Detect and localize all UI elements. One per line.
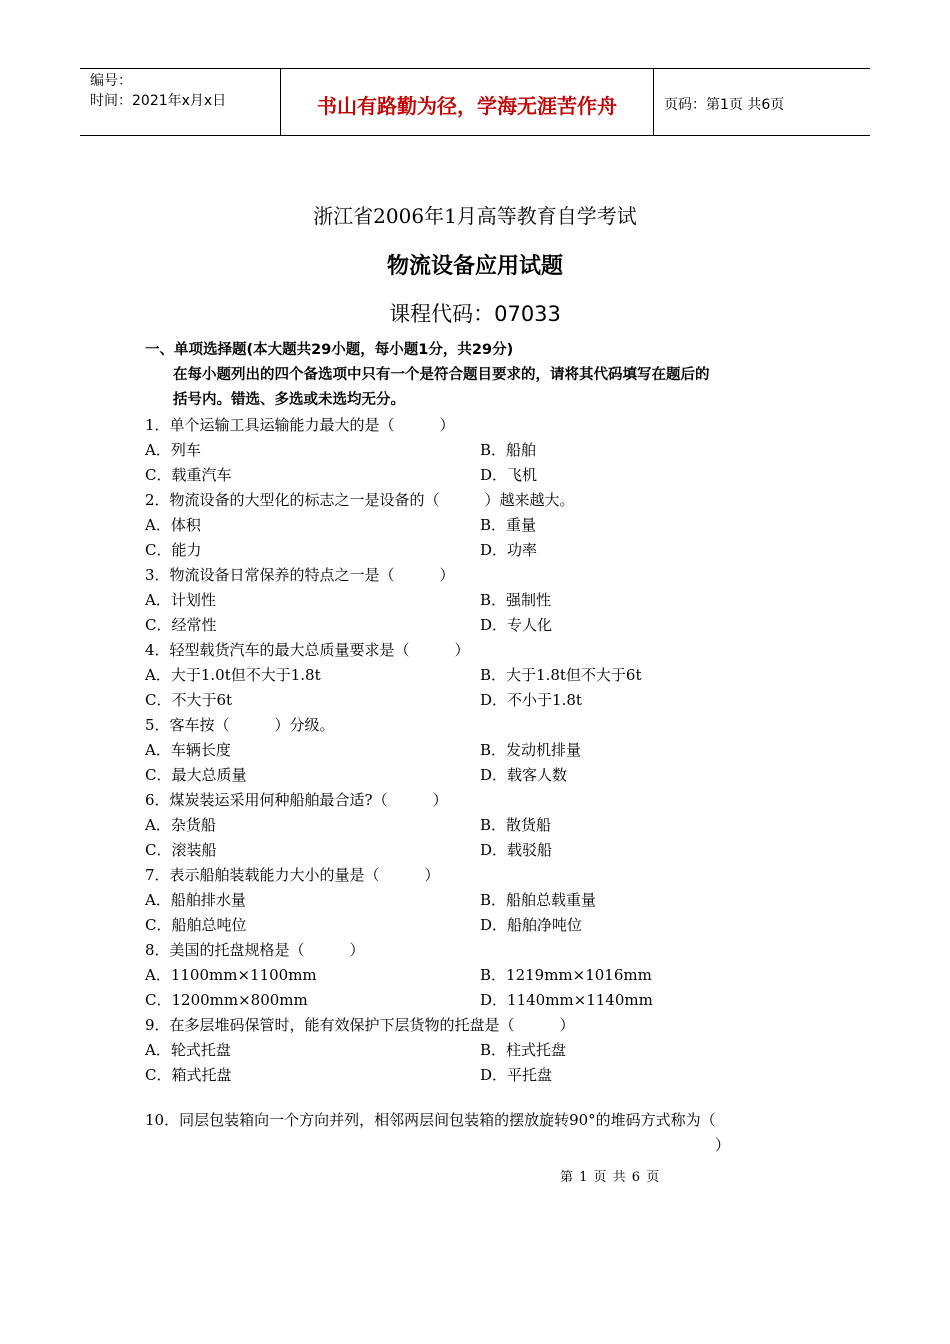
option-c: C．最大总质量 <box>145 766 247 784</box>
option-d: D．载驳船 <box>480 841 553 859</box>
question-stem: 3．物流设备日常保养的特点之一是（ ） <box>145 566 455 584</box>
option-a: A．车辆长度 <box>145 741 231 759</box>
question-2 <box>145 488 825 563</box>
question-stem: 10．同层包装箱向一个方向并列，相邻两层间包装箱的摆放旋转90°的堆码方式称为（ <box>145 1111 716 1129</box>
section-instruction-line-1: 在每小题列出的四个备选项中只有一个是符合题目要求的，请将其代码填写在题后的 <box>173 367 710 383</box>
question-6 <box>145 788 825 863</box>
option-b: B．柱式托盘 <box>480 1041 567 1059</box>
question-stem: 4．轻型载货汽车的最大总质量要求是（ ） <box>145 641 470 659</box>
option-b: B．强制性 <box>480 591 552 609</box>
option-b: B．1219mm×1016mm <box>480 966 652 984</box>
option-c: C．滚装船 <box>145 841 217 859</box>
time-label: 时间：2021年x月x日 <box>90 93 227 109</box>
option-a: A．轮式托盘 <box>145 1041 231 1059</box>
question-3 <box>145 563 825 638</box>
header-page-info: 页码：第1页 共6页 <box>664 97 785 113</box>
option-a: A．列车 <box>145 441 201 459</box>
option-a: A．1100mm×1100mm <box>145 966 317 984</box>
option-d: D．平托盘 <box>480 1066 553 1084</box>
question-close-paren: ） <box>715 1136 731 1154</box>
section-instruction-line-2: 括号内。错选、多选或未选均无分。 <box>173 392 405 408</box>
exam-title: 浙江省2006年1月高等教育自学考试 <box>313 204 637 228</box>
question-8 <box>145 938 825 1013</box>
question-stem: 8．美国的托盘规格是（ ） <box>145 941 365 959</box>
course-code: 课程代码：07033 <box>389 302 561 326</box>
header-meta <box>80 69 281 135</box>
question-9 <box>145 1013 825 1088</box>
option-b: B．船舶 <box>480 441 537 459</box>
question-stem: 7．表示船舶装载能力大小的量是（ ） <box>145 866 440 884</box>
option-d: D．专人化 <box>480 616 553 634</box>
option-a: A．体积 <box>145 516 201 534</box>
option-c: C．载重汽车 <box>145 466 232 484</box>
option-d: D．船舶净吨位 <box>480 916 583 934</box>
option-d: D．飞机 <box>480 466 538 484</box>
question-10 <box>145 1108 825 1158</box>
option-d: D．功率 <box>480 541 538 559</box>
question-stem: 1．单个运输工具运输能力最大的是（ ） <box>145 416 455 434</box>
code-label: 编号： <box>90 73 132 89</box>
option-d: D．1140mm×1140mm <box>480 991 653 1009</box>
option-b: B．大于1.8t但不大于6t <box>480 666 642 684</box>
header-motto: 书山有路勤为径，学海无涯苦作舟 <box>281 69 654 135</box>
question-stem: 5．客车按（ ）分级。 <box>145 716 335 734</box>
question-7 <box>145 863 825 938</box>
option-a: A．计划性 <box>145 591 216 609</box>
section-single-choice <box>145 338 825 1088</box>
option-c: C．能力 <box>145 541 202 559</box>
question-1 <box>145 413 825 488</box>
question-stem: 6．煤炭装运采用何种船舶最合适?（ ） <box>145 791 448 809</box>
option-d: D．载客人数 <box>480 766 568 784</box>
subject-title: 物流设备应用试题 <box>386 254 563 279</box>
option-a: A．船舶排水量 <box>145 891 246 909</box>
option-b: B．散货船 <box>480 816 552 834</box>
option-d: D．不小于1.8t <box>480 691 582 709</box>
option-c: C．经常性 <box>145 616 217 634</box>
option-b: B．发动机排量 <box>480 741 582 759</box>
question-4 <box>145 638 825 713</box>
question-stem: 9．在多层堆码保管时，能有效保护下层货物的托盘是（ ） <box>145 1016 575 1034</box>
document-header <box>80 68 870 136</box>
option-b: B．重量 <box>480 516 537 534</box>
option-a: A．大于1.0t但不大于1.8t <box>145 666 321 684</box>
section-heading: 一、单项选择题(本大题共29小题，每小题1分，共29分) <box>145 342 514 358</box>
option-b: B．船舶总载重量 <box>480 891 597 909</box>
option-c: C．不大于6t <box>145 691 233 709</box>
option-a: A．杂货船 <box>145 816 216 834</box>
question-stem: 2．物流设备的大型化的标志之一是设备的（ ）越来越大。 <box>145 491 575 509</box>
option-c: C．1200mm×800mm <box>145 991 308 1009</box>
question-5 <box>145 713 825 788</box>
option-c: C．箱式托盘 <box>145 1066 232 1084</box>
page-footer: 第 1 页 共 6 页 <box>560 1170 661 1185</box>
option-c: C．船舶总吨位 <box>145 916 247 934</box>
